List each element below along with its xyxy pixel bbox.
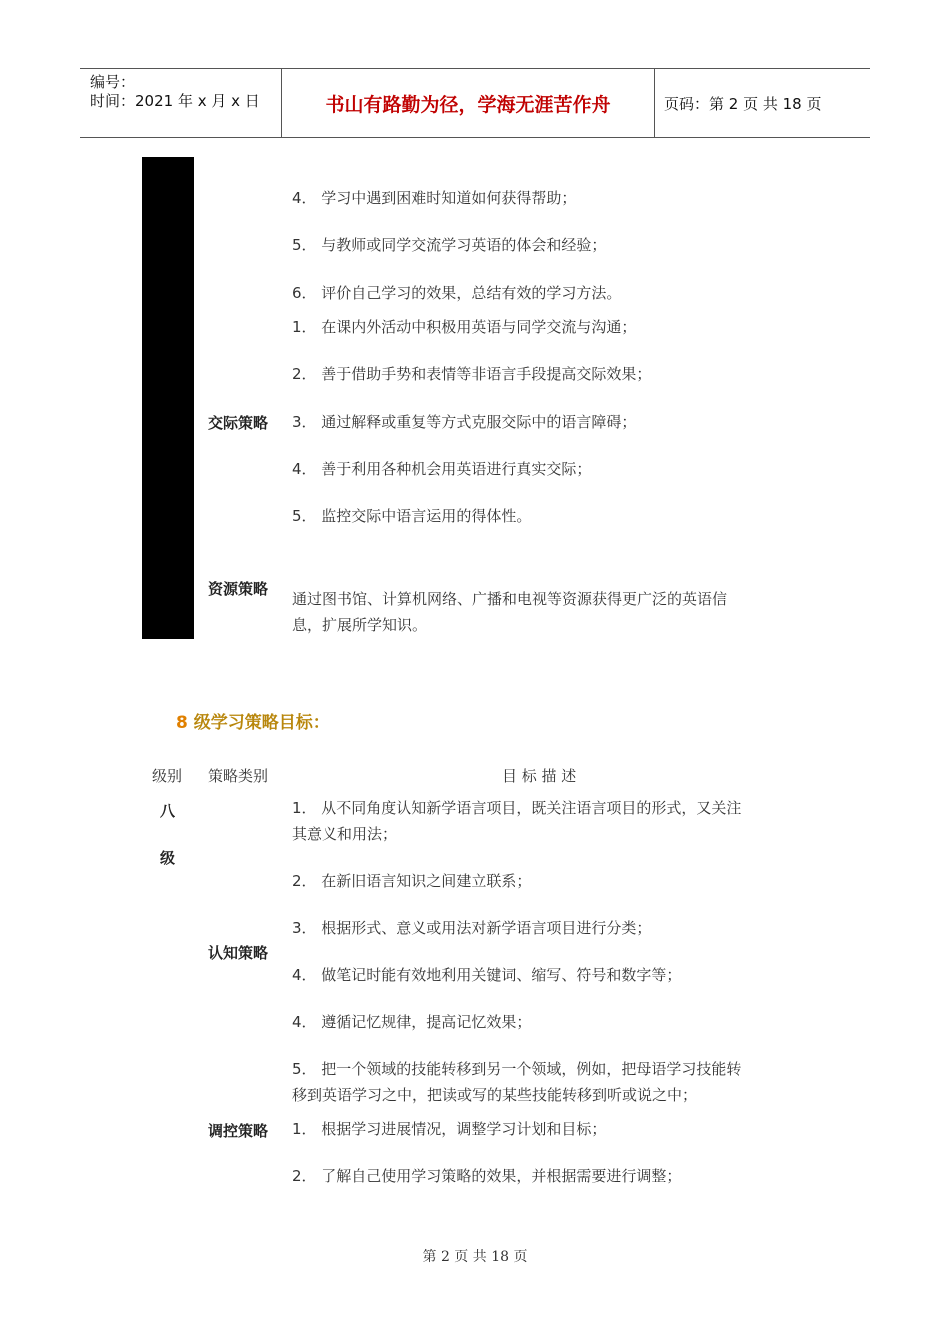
upper-line-2: 5． 与教师或同学交流学习英语的体会和经验； xyxy=(292,236,607,254)
header-motto: 书山有路勤为径，学海无涯苦作舟 xyxy=(325,93,611,116)
header-page-info: 页码：第 2 页 共 18 页 xyxy=(664,95,822,113)
column-description-header: 目 标 描 述 xyxy=(502,767,577,785)
header-divider-right xyxy=(654,69,655,137)
section-title xyxy=(176,708,330,733)
lower-line-4: 3． 根据形式、意义或用法对新学语言项目进行分类； xyxy=(292,919,652,937)
level-column-redacted xyxy=(142,157,194,639)
column-category-header: 策略类别 xyxy=(208,767,269,785)
lower-line-9: 1． 根据学习进展情况，调整学习计划和目标； xyxy=(292,1120,607,1138)
lower-line-6: 4． 遵循记忆规律，提高记忆效果； xyxy=(292,1013,532,1031)
date-label: 时间：2021 年 x 月 x 日 xyxy=(90,92,260,110)
communication-strategy-label: 交际策略 xyxy=(208,414,269,432)
level-char-2: 级 xyxy=(160,849,176,867)
column-level-header: 级别 xyxy=(152,767,183,785)
page-header xyxy=(80,68,870,138)
resource-strategy-label: 资源策略 xyxy=(208,580,269,598)
lower-line-8: 移到英语学习之中，把读或写的某些技能转移到听或说之中； xyxy=(292,1086,698,1104)
upper-line-3: 6． 评价自己学习的效果，总结有效的学习方法。 xyxy=(292,284,622,302)
lower-line-10: 2． 了解自己使用学习策略的效果，并根据需要进行调整； xyxy=(292,1167,682,1185)
lower-line-7: 5． 把一个领域的技能转移到另一个领域，例如，把母语学习技能转 xyxy=(292,1060,742,1078)
upper-line-4: 1． 在课内外活动中积极用英语与同学交流与沟通； xyxy=(292,318,637,336)
header-meta xyxy=(90,73,260,111)
lower-line-1: 1． 从不同角度认知新学语言项目，既关注语言项目的形式，又关注 xyxy=(292,799,742,817)
section-number: 8 xyxy=(176,713,188,733)
upper-line-7: 4． 善于利用各种机会用英语进行真实交际； xyxy=(292,460,592,478)
upper-line-8: 5． 监控交际中语言运用的得体性。 xyxy=(292,507,532,525)
section-title-text: 级学习策略目标： xyxy=(187,713,330,733)
resource-text-1: 通过图书馆、计算机网络、广播和电视等资源获得更广泛的英语信 xyxy=(292,590,728,608)
resource-text-2: 息，扩展所学知识。 xyxy=(292,616,428,634)
page-footer: 第 2 页 共 18 页 xyxy=(422,1249,528,1265)
lower-line-2: 其意义和用法； xyxy=(292,825,398,843)
control-strategy-label: 调控策略 xyxy=(208,1122,269,1140)
level-char-1: 八 xyxy=(160,802,176,820)
cognitive-strategy-label: 认知策略 xyxy=(208,944,269,962)
serial-label: 编号： xyxy=(90,73,136,91)
upper-line-5: 2． 善于借助手势和表情等非语言手段提高交际效果； xyxy=(292,365,652,383)
lower-line-3: 2． 在新旧语言知识之间建立联系； xyxy=(292,872,532,890)
upper-line-1: 4． 学习中遇到困难时知道如何获得帮助； xyxy=(292,189,577,207)
upper-line-6: 3． 通过解释或重复等方式克服交际中的语言障碍； xyxy=(292,413,637,431)
lower-line-5: 4． 做笔记时能有效地利用关键词、缩写、符号和数字等； xyxy=(292,966,682,984)
